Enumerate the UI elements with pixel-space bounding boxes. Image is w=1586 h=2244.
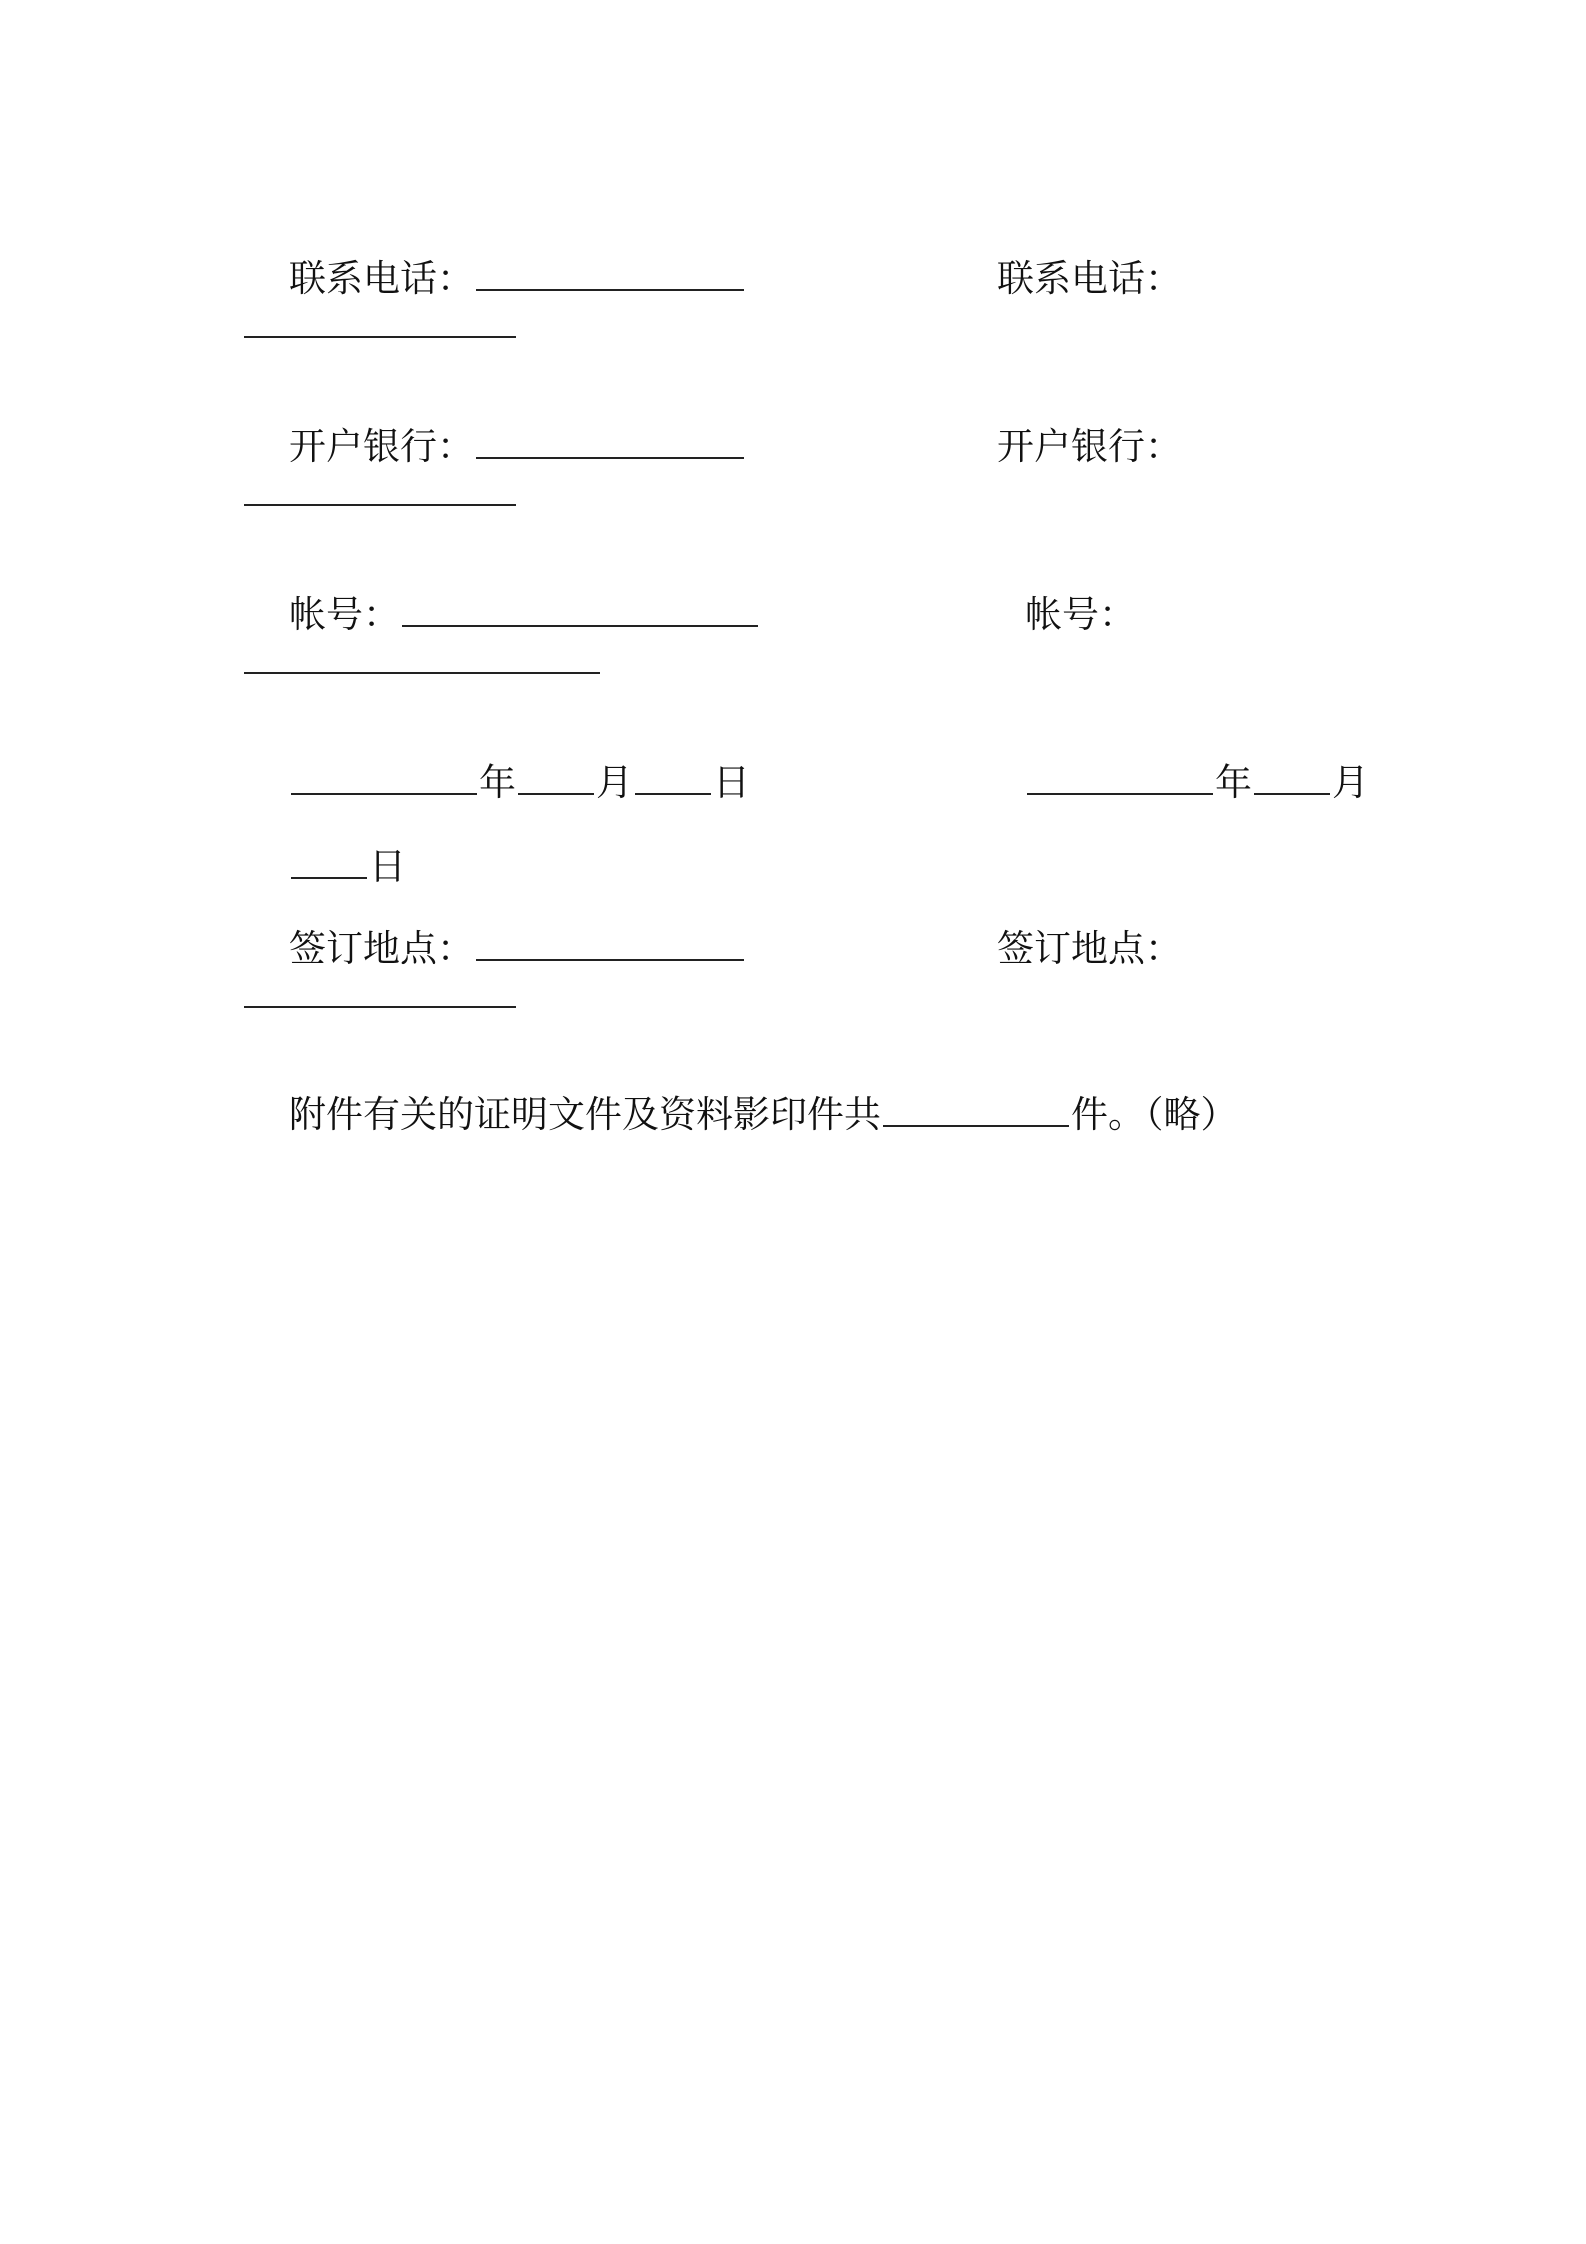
right-place-label: 签订地点：	[997, 927, 1183, 970]
left-place-row	[242, 874, 746, 1024]
left-place-label: 签订地点：	[289, 927, 475, 970]
right-year-blank[interactable]	[1027, 761, 1213, 795]
attachment-count-blank[interactable]	[883, 1093, 1069, 1127]
left-bank-label: 开户银行：	[289, 425, 475, 468]
attachment-prefix: 附件有关的证明文件及资料影印件共	[289, 1093, 882, 1136]
left-account-label: 帐号：	[289, 593, 401, 636]
left-month-label: 月	[596, 761, 634, 804]
right-bank-blank[interactable]	[244, 504, 516, 506]
left-phone-row	[242, 204, 746, 354]
right-month-label: 月	[1332, 761, 1370, 804]
left-year-blank[interactable]	[291, 761, 477, 795]
attachment-row	[242, 1040, 1238, 1190]
right-date-row	[978, 708, 1369, 858]
right-phone-label: 联系电话：	[997, 257, 1183, 300]
right-year-label: 年	[1215, 761, 1253, 804]
left-phone-label: 联系电话：	[289, 257, 475, 300]
left-account-row	[242, 540, 760, 690]
right-day-label: 日	[369, 845, 407, 888]
left-phone-blank[interactable]	[476, 257, 744, 291]
left-bank-blank[interactable]	[476, 425, 744, 459]
right-place-blank[interactable]	[244, 1006, 516, 1008]
right-bank-label: 开户银行：	[997, 425, 1183, 468]
left-place-blank[interactable]	[476, 927, 744, 961]
right-month-blank[interactable]	[1254, 761, 1330, 795]
right-phone-row	[950, 204, 1182, 354]
right-account-blank[interactable]	[244, 672, 600, 674]
right-bank-row	[950, 372, 1182, 522]
left-bank-row	[242, 372, 746, 522]
left-account-blank[interactable]	[402, 593, 758, 627]
right-place-row	[950, 874, 1182, 1024]
attachment-suffix: 件。（略）	[1071, 1093, 1238, 1136]
right-account-row	[978, 540, 1136, 690]
left-year-label: 年	[479, 761, 517, 804]
left-day-label: 日	[713, 761, 751, 804]
left-month-blank[interactable]	[518, 761, 594, 795]
right-phone-blank[interactable]	[244, 336, 516, 338]
left-day-blank[interactable]	[635, 761, 711, 795]
right-account-label: 帐号：	[1025, 593, 1137, 636]
